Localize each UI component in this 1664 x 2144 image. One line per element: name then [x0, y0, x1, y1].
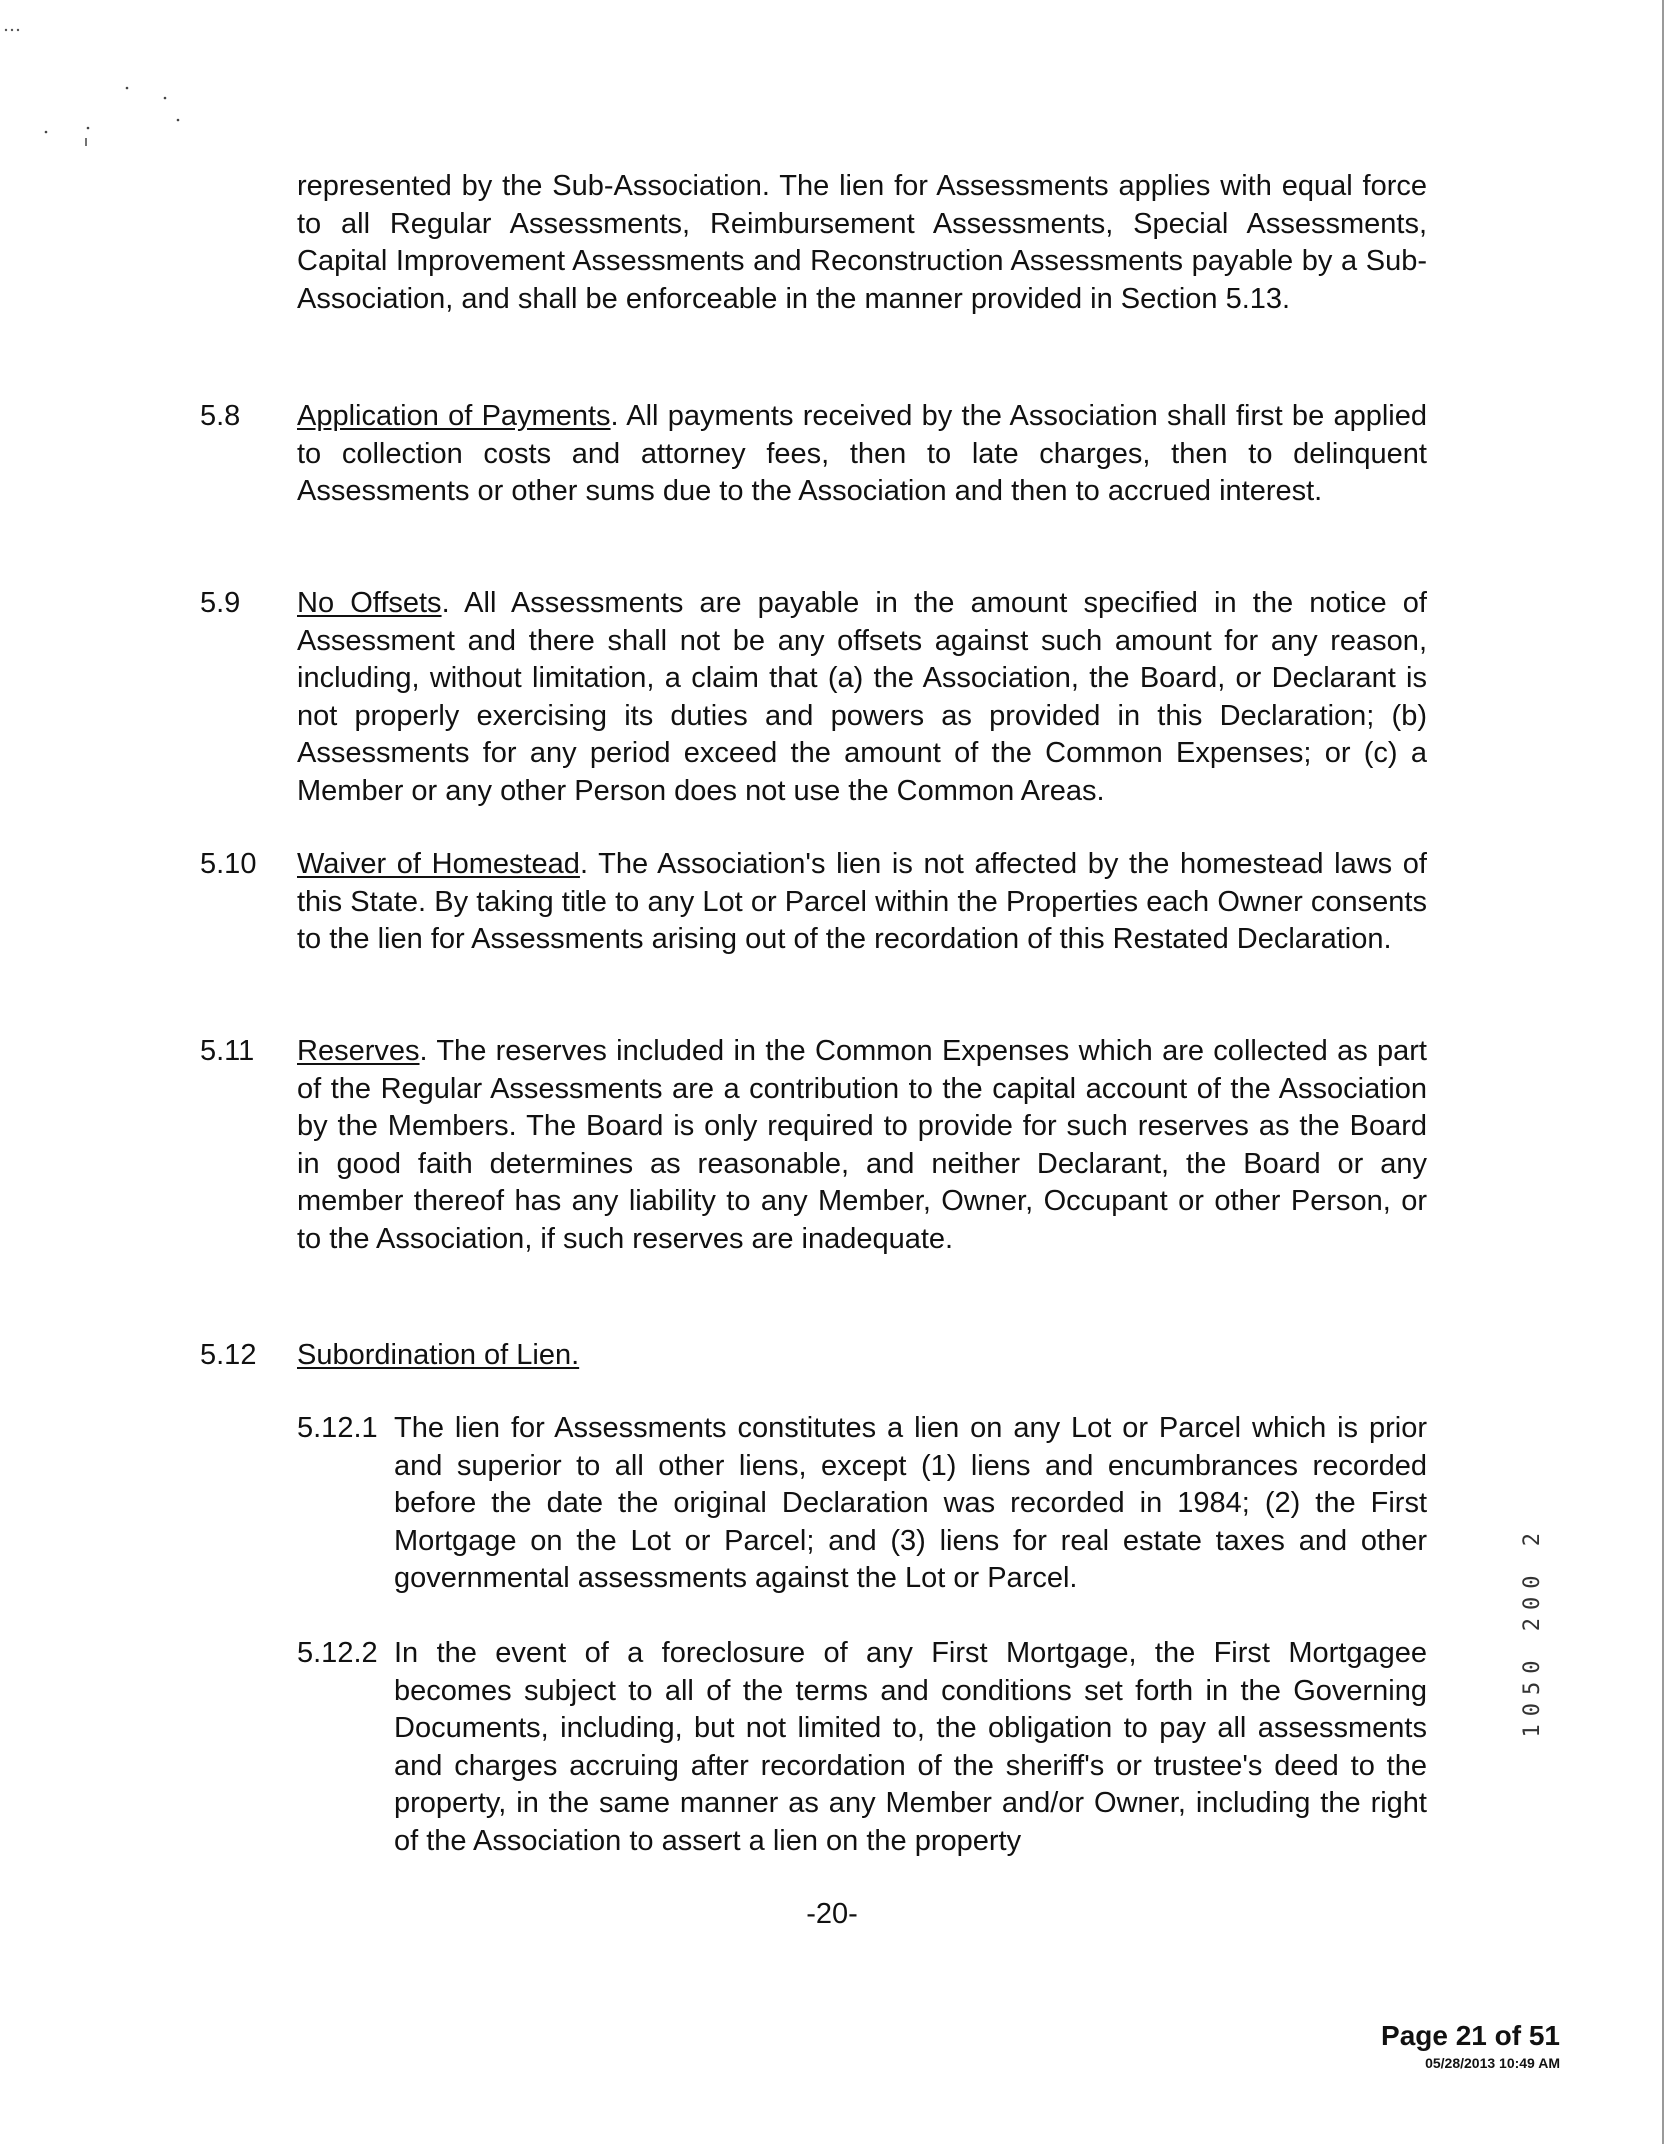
section-heading: Reserves — [297, 1035, 420, 1067]
section-body: . The reserves included in the Common Expenses which are collected as part of the Regular Assessments are a contribution to the capital account of the Association by the Members. The Board is only required to provide for such reserves as the Board in good faith determines as reasonable, and neither Declarant, the Board or any member thereof has any liability to any Member, Owner, Occupant or other Person, or to the Association, if such reserves are inadequate. — [297, 1035, 1427, 1255]
subsection-body: In the event of a foreclosure of any First Mortgage, the First Mortgagee becomes subject to all of the terms and conditions set forth in the Governing Documents, including, but not limited to, the obligation to pay all assessments and charges accruing after recordation of the sheriff's or trustee's deed to the property, in the same manner as any Member and/or Owner, including the right of the Association to assert a lien on the property — [394, 1637, 1427, 1857]
recording-number: 1050 200 2 — [1520, 1525, 1545, 1738]
subsection-body: The lien for Assessments constitutes a lien on any Lot or Parcel which is prior and superior to all other liens, except (1) liens and encumbrances recorded before the date the original Declaration was recorded in 1984; (2) the First Mortgage on the Lot or Parcel; and (3) liens for real estate taxes and other governmental assessments against the Lot or Parcel. — [394, 1412, 1427, 1594]
section-heading: Waiver of Homestead — [297, 848, 580, 880]
subsection-number: 5.12.2 — [297, 1637, 378, 1669]
subsection-number: 5.12.1 — [297, 1412, 378, 1444]
section-number: 5.12 — [200, 1339, 257, 1371]
page-number: -20- — [806, 1898, 858, 1930]
section-heading: Subordination of Lien. — [297, 1339, 580, 1371]
section-number: 5.9 — [200, 587, 241, 619]
section-content — [297, 846, 1427, 959]
section-content — [297, 585, 1427, 810]
section-heading: Application of Payments — [297, 400, 611, 432]
section-content — [297, 1337, 1427, 1375]
section-number: 5.10 — [200, 848, 257, 880]
footer-page-label: Page 21 of 51 — [1381, 2020, 1560, 2051]
continued-paragraph: represented by the Sub-Association. The lien for Assessments applies with equal force to all Regular Assessments, Reimbursement Assessments, Special Assessments, Capital Improvement Assessments and Reconstruction Assessments payable by a Sub-Association, and shall be enforceable in the manner provided in Section 5.13. — [297, 170, 1427, 315]
section-number: 5.8 — [200, 400, 241, 432]
scan-specks — [0, 0, 200, 160]
footer-timestamp: 05/28/2013 10:49 AM — [1425, 2055, 1560, 2071]
section-heading: No Offsets — [297, 587, 442, 619]
section-body: . All payments received by the Association shall first be applied to collection costs and attorney fees, then to late charges, then to delinquent Assessments or other sums due to the Association and then to accrued interest. — [297, 400, 1427, 507]
section-content — [297, 398, 1427, 511]
section-content — [297, 1033, 1427, 1258]
section-body: . The Association's lien is not affected by the homestead laws of this State. By taking title to any Lot or Parcel within the Properties each Owner consents to the lien for Assessments arising out of the recordation of this Restated Declaration. — [297, 848, 1427, 955]
section-number: 5.11 — [200, 1035, 255, 1067]
section-body: . All Assessments are payable in the amount specified in the notice of Assessment and there shall not be any offsets against such amount for any reason, including, without limitation, a claim that (a) the Association, the Board, or Declarant is not properly exercising its duties and powers as provided in this Declaration; (b) Assessments for any period exceed the amount of the Common Expenses; or (c) a Member or any other Person does not use the Common Areas. — [297, 587, 1427, 807]
margin-recording-stamp — [1520, 1525, 1560, 1855]
